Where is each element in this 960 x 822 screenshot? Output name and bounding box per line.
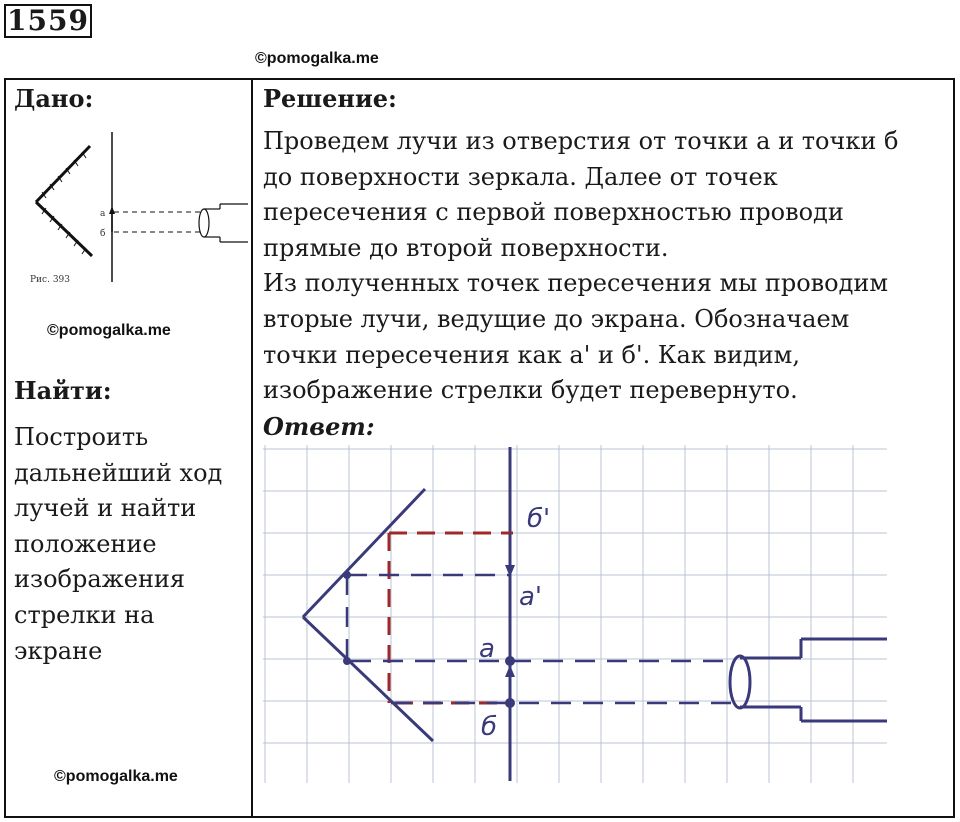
given-point-b: б (100, 229, 106, 239)
solution-heading: Решение: (263, 84, 397, 113)
given-heading: Дано: (14, 84, 94, 113)
solution-line: вторые лучи, ведущие до экрана. Обозначаем (263, 304, 850, 333)
problem-number: 1559 (4, 4, 92, 38)
grid (263, 445, 887, 783)
solution-text (263, 124, 943, 409)
given-figure (16, 130, 248, 290)
find-line: изображения (14, 565, 186, 594)
find-heading: Найти: (14, 376, 112, 405)
find-line: экране (14, 636, 103, 665)
answer-label: Ответ: (263, 412, 375, 441)
solution-line: пересечения с первой поверхностью проводи (263, 198, 844, 227)
find-line: дальнейший ход (14, 458, 223, 487)
find-text (14, 420, 244, 669)
solution-line: точки пересечения как а' и б'. Как видим, (263, 340, 800, 369)
given-figure-caption: Рис. 393 (30, 275, 70, 285)
find-line: положение (14, 529, 157, 558)
watermark-bottom: ©pomogalka.me (54, 768, 178, 785)
answer-figure (263, 445, 889, 785)
mirror-upper (303, 489, 425, 617)
mirror-lower (303, 617, 433, 741)
label-b: б (481, 712, 498, 742)
find-line: стрелки на (14, 600, 155, 629)
solution-line: до поверхности зеркала. Далее от точек (263, 162, 778, 191)
find-line: лучей и найти (14, 494, 197, 523)
reflected-rays (389, 533, 513, 703)
camera-tube (730, 639, 887, 721)
label-a: а (479, 634, 495, 664)
solution-line: прямые до второй поверхности. (263, 233, 669, 262)
watermark-left: ©pomogalka.me (47, 322, 171, 339)
label-a-prime: а' (519, 582, 543, 612)
solution-line: Проведем лучи из отверстия от точки а и точки б (263, 127, 899, 155)
solution-line: изображение стрелки будет перевернуто. (263, 376, 798, 405)
watermark-top: ©pomogalka.me (255, 50, 379, 67)
label-b-prime: б' (527, 504, 551, 534)
column-divider (251, 78, 253, 818)
find-line: Построить (14, 423, 149, 451)
solution-line: Из полученных точек пересечения мы проводим (263, 269, 889, 298)
given-point-a: а (100, 209, 106, 219)
